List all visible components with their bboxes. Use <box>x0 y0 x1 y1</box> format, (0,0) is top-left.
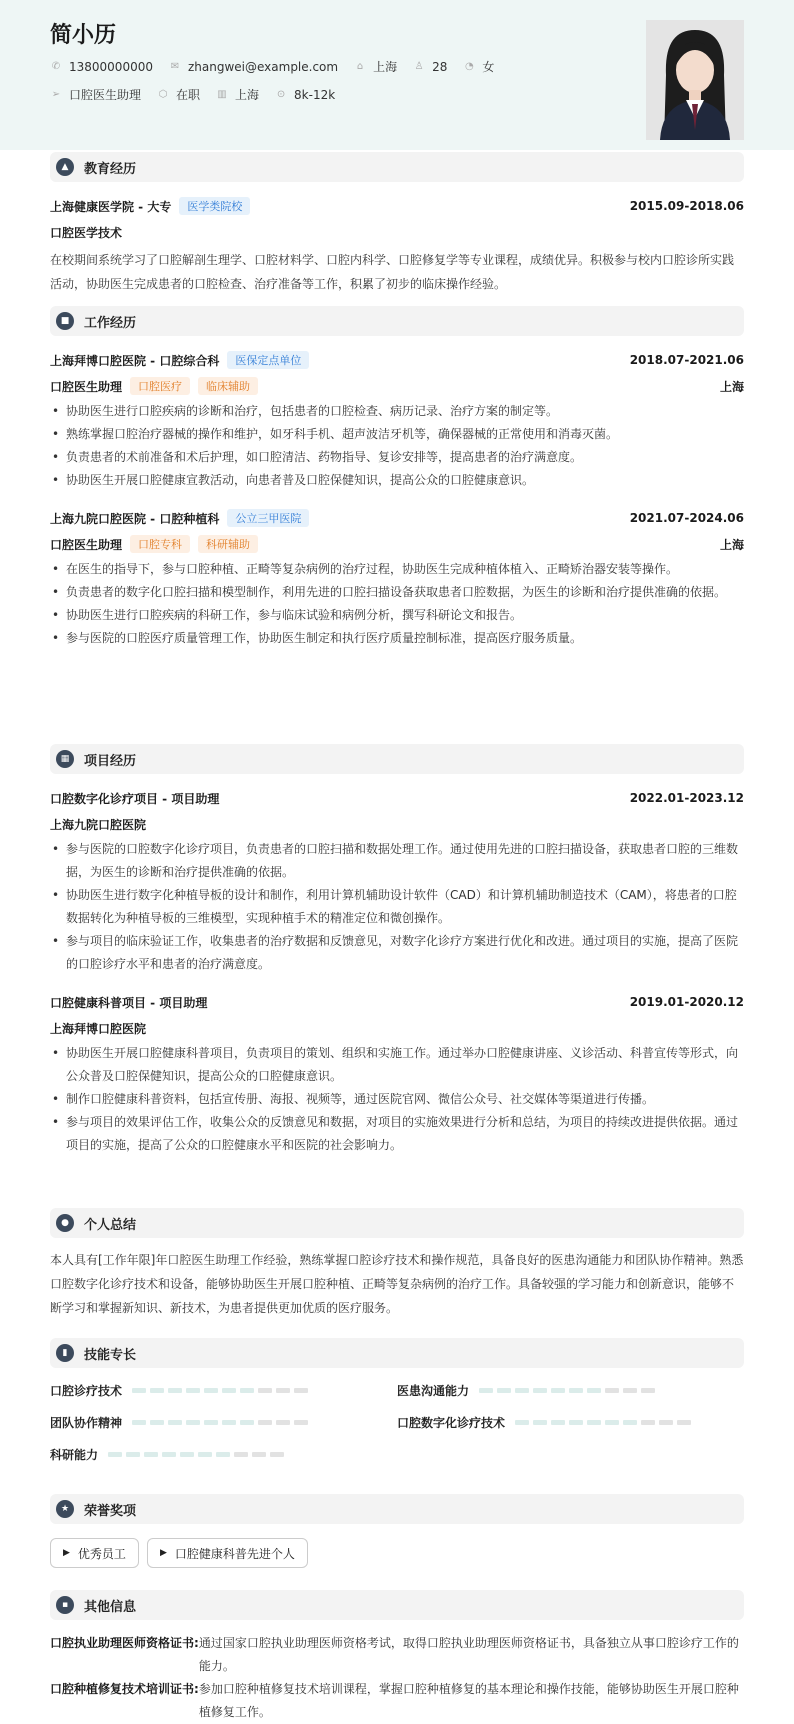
company-tag: 医保定点单位 <box>227 351 309 369</box>
graduation-icon: ▲ <box>56 158 74 176</box>
project-org-row <box>50 1018 744 1038</box>
honors-title-bar <box>50 1494 744 1524</box>
education-title: 教育经历 <box>84 161 137 177</box>
work-city: 上海 <box>719 537 744 552</box>
list-item: • 协助医生进行口腔疾病的科研工作，参与临床试验和病例分析，撰写科研论文和报告。 <box>50 604 744 627</box>
gender-text: 女 <box>482 60 495 74</box>
skill-level-segment <box>497 1388 511 1393</box>
project-org: 上海九院口腔医院 <box>50 817 147 832</box>
list-item: • 协助医生开展口腔健康科普项目，负责项目的策划、组织和实施工作。通过举办口腔健康讲座、义诊活动、科普宣传等形式，向公众普及口腔保健知识，提高公众的口腔健康意识。 <box>50 1042 744 1088</box>
education-section <box>50 152 744 296</box>
work-bullets <box>50 558 744 650</box>
gender-item <box>463 58 494 75</box>
role-tag: 口腔医疗 <box>130 377 190 395</box>
skills-section <box>50 1338 744 1470</box>
skill-level-segment <box>132 1420 146 1425</box>
skill-item <box>50 1438 397 1470</box>
skill-level-segment <box>240 1388 254 1393</box>
project-section <box>50 744 744 1157</box>
skills-title-bar <box>50 1338 744 1368</box>
other-section <box>50 1590 744 1724</box>
work-section <box>50 306 744 650</box>
education-desc: 在校期间系统学习了口腔解剖生理学、口腔材料学、口腔内科学、口腔修复学等专业课程，成绩优异。积极参与校内口腔诊所实践活动，协助医生完成患者的口腔检查、治疗准备等工作，积累了初步的临床操作经验。 <box>50 253 735 291</box>
skill-name: 科研能力 <box>50 1447 99 1462</box>
work-header-row <box>50 350 744 370</box>
briefcase-icon: ■ <box>56 312 74 330</box>
skill-item <box>50 1406 397 1438</box>
honor-badge <box>50 1538 139 1568</box>
other-title: 其他信息 <box>84 1599 137 1615</box>
avatar <box>646 20 744 140</box>
skill-level-segment <box>641 1420 655 1425</box>
skill-name: 口腔数字化诊疗技术 <box>397 1415 506 1430</box>
skill-level-segment <box>222 1420 236 1425</box>
skill-level-segment <box>533 1388 547 1393</box>
skill-level-segment <box>276 1420 290 1425</box>
other-item <box>50 1632 744 1678</box>
contact-row <box>50 58 510 75</box>
project-header-row <box>50 992 744 1012</box>
skill-level-bar <box>515 1420 695 1425</box>
list-item: • 熟练掌握口腔治疗器械的操作和维护，如牙科手机、超声波洁牙机等，确保器械的正常使用和消毒灭菌。 <box>50 423 744 446</box>
project-name: 口腔健康科普项目 - 项目助理 <box>50 995 208 1010</box>
honor-label: 口腔健康科普先进个人 <box>174 1546 295 1561</box>
award-icon: ★ <box>56 1500 74 1518</box>
role-tag: 临床辅助 <box>198 377 258 395</box>
salary-text: 8k-12k <box>294 87 336 102</box>
skill-level-segment <box>258 1388 272 1393</box>
skill-level-segment <box>551 1388 565 1393</box>
skill-level-segment <box>186 1420 200 1425</box>
list-item: • 协助医生开展口腔健康宣教活动，向患者普及口腔保健知识，提高公众的口腔健康意识。 <box>50 469 744 492</box>
skill-level-segment <box>108 1452 122 1457</box>
education-date: 2015.09-2018.06 <box>629 199 744 213</box>
skill-level-segment <box>186 1388 200 1393</box>
role-row <box>50 534 744 554</box>
skill-level-segment <box>641 1388 655 1393</box>
skill-level-segment <box>204 1420 218 1425</box>
skill-level-segment <box>204 1388 218 1393</box>
skill-level-segment <box>234 1452 248 1457</box>
skills-grid <box>50 1374 744 1470</box>
skill-level-segment <box>222 1388 236 1393</box>
play-icon: ▶ <box>63 1548 70 1558</box>
send-icon: ➢ <box>51 88 61 100</box>
work-item <box>50 350 744 492</box>
job-item <box>50 86 141 103</box>
skill-level-segment <box>677 1420 691 1425</box>
project-title-bar <box>50 744 744 774</box>
project-org-row <box>50 814 744 834</box>
city-text: 上海 <box>235 88 260 102</box>
honors-list <box>50 1538 744 1568</box>
phone-text: 13800000000 <box>69 59 153 74</box>
email-item <box>169 60 338 74</box>
hexagon-icon: ⬡ <box>158 88 168 100</box>
work-header-row <box>50 508 744 528</box>
skill-level-segment <box>132 1388 146 1393</box>
summary-text: 本人具有[工作年限]年口腔医生助理工作经验，熟练掌握口腔诊疗技术和操作规范，具备良好的医患沟通能力和团队协作精神。熟悉口腔数字化诊疗技术和设备，能够协助医生开展口腔种植、正畸等复杂病例的治疗工作。具备较强的学习能力和创新意识，能够不断学习和掌握新知识、新技术，为患者提供更加优质的医疗服务。 <box>50 1253 744 1315</box>
other-item <box>50 1678 744 1724</box>
skill-name: 口腔诊疗技术 <box>50 1383 123 1398</box>
resume-header <box>0 0 794 150</box>
skill-level-segment <box>180 1452 194 1457</box>
skill-level-segment <box>659 1420 673 1425</box>
skill-level-bar <box>132 1388 312 1393</box>
info-icon: ▪ <box>56 1596 74 1614</box>
phone-icon: ✆ <box>51 60 61 72</box>
skill-level-segment <box>605 1420 619 1425</box>
skill-item <box>397 1374 744 1406</box>
skill-level-segment <box>569 1420 583 1425</box>
skill-level-segment <box>294 1420 308 1425</box>
project-bullets <box>50 1042 744 1157</box>
skill-level-segment <box>168 1388 182 1393</box>
list-item: • 负责患者的数字化口腔扫描和模型制作，利用先进的口腔扫描设备获取患者口腔数据，为医生的诊断和治疗提供准确的依据。 <box>50 581 744 604</box>
skill-level-segment <box>240 1420 254 1425</box>
project-item <box>50 788 744 976</box>
skill-level-segment <box>198 1452 212 1457</box>
skill-level-segment <box>168 1420 182 1425</box>
role-tag: 科研辅助 <box>198 535 258 553</box>
project-header-row <box>50 788 744 808</box>
chart-icon: ▮ <box>56 1344 74 1362</box>
summary-title-bar <box>50 1208 744 1238</box>
project-org: 上海拜博口腔医院 <box>50 1021 147 1036</box>
honor-badge <box>147 1538 308 1568</box>
role-row <box>50 376 744 396</box>
skill-level-segment <box>587 1388 601 1393</box>
skill-name: 团队协作精神 <box>50 1415 123 1430</box>
project-item <box>50 992 744 1157</box>
candidate-name: 简小历 <box>50 23 117 48</box>
work-item <box>50 508 744 650</box>
other-value: 参加口腔种植修复技术培训课程，掌握口腔种植修复的基本理论和操作技能，能够协助医生开展口腔种植修复工作。 <box>198 1682 739 1719</box>
skill-level-segment <box>270 1452 284 1457</box>
work-bullets <box>50 400 744 492</box>
skill-level-segment <box>294 1388 308 1393</box>
skill-level-segment <box>126 1452 140 1457</box>
major-row <box>50 222 744 242</box>
location-text: 上海 <box>373 60 398 74</box>
age-item <box>413 60 447 74</box>
skill-level-segment <box>216 1452 230 1457</box>
skill-level-segment <box>150 1420 164 1425</box>
skill-level-segment <box>479 1388 493 1393</box>
project-date: 2019.01-2020.12 <box>629 995 744 1009</box>
skill-level-segment <box>569 1388 583 1393</box>
project-title: 项目经历 <box>84 753 137 769</box>
education-header-row <box>50 196 744 216</box>
phone-item <box>50 60 153 74</box>
skill-level-segment <box>144 1452 158 1457</box>
role-tag: 口腔专科 <box>130 535 190 553</box>
skill-level-segment <box>515 1388 529 1393</box>
project-name: 口腔数字化诊疗项目 - 项目助理 <box>50 791 220 806</box>
cake-icon: ♙ <box>414 60 424 72</box>
project-bullets <box>50 838 744 976</box>
profile-photo <box>646 20 744 140</box>
skill-level-segment <box>162 1452 176 1457</box>
work-date: 2018.07-2021.06 <box>629 353 744 367</box>
status-text: 在职 <box>176 88 201 102</box>
other-title-bar <box>50 1590 744 1620</box>
list-item: • 协助医生进行数字化种植导板的设计和制作，利用计算机辅助设计软件（CAD）和计算机辅助制造技术（CAM），将患者的口腔数据转化为种植导板的三维模型，实现种植手术的精准定位和微创操作。 <box>50 884 744 930</box>
list-item: • 在医生的指导下，参与口腔种植、正畸等复杂病例的治疗过程，协助医生完成种植体植入、正畸矫治器安装等操作。 <box>50 558 744 581</box>
gender-icon: ◔ <box>465 60 474 72</box>
work-title-bar <box>50 306 744 336</box>
skill-level-segment <box>276 1388 290 1393</box>
list-item: • 参与项目的临床验证工作，收集患者的治疗数据和反馈意见，对数字化诊疗方案进行优化和改进。通过项目的实施，提高了医院的口腔诊疗水平和患者的治疗满意度。 <box>50 930 744 976</box>
list-item: • 参与项目的效果评估工作，收集公众的反馈意见和数据，对项目的实施效果进行分析和总结，为项目的持续改进提供依据。通过项目的实施，提高了公众的口腔健康水平和医院的社会影响力。 <box>50 1111 744 1157</box>
play-icon: ▶ <box>159 1548 167 1558</box>
job-row <box>50 86 351 103</box>
other-key: 口腔执业助理医师资格证书: <box>50 1636 199 1650</box>
status-item <box>157 86 200 103</box>
skill-level-segment <box>623 1420 637 1425</box>
skill-item <box>397 1406 744 1438</box>
skill-name: 医患沟通能力 <box>397 1383 470 1398</box>
skills-title: 技能专长 <box>84 1347 137 1363</box>
skill-level-bar <box>479 1388 659 1393</box>
skill-level-bar <box>108 1452 288 1457</box>
list-item: • 制作口腔健康科普资料，包括宣传册、海报、视频等，通过医院官网、微信公众号、社交媒体等渠道进行传播。 <box>50 1088 744 1111</box>
list-item: • 参与医院的口腔数字化诊疗项目，负责患者的口腔扫描和数据处理工作。通过使用先进的口腔扫描设备，获取患者口腔的三维数据，为医生的诊断和治疗提供准确的依据。 <box>50 838 744 884</box>
school-name: 上海健康医学院 - 大专 <box>50 199 172 214</box>
skill-level-segment <box>258 1420 272 1425</box>
skill-item <box>50 1374 397 1406</box>
age-text: 28 <box>432 59 448 74</box>
honor-label: 优秀员工 <box>77 1546 126 1561</box>
skill-level-segment <box>605 1388 619 1393</box>
salary-item <box>275 88 335 102</box>
home-icon: ⌂ <box>356 60 364 72</box>
grid-icon: ▦ <box>56 750 74 768</box>
list-item: • 负责患者的术前准备和术后护理，如口腔清洁、药物指导、复诊安排等，提高患者的治疗满意度。 <box>50 446 744 469</box>
education-title-bar <box>50 152 744 182</box>
skill-level-segment <box>551 1420 565 1425</box>
mail-icon: ✉ <box>170 60 180 72</box>
company-name: 上海九院口腔医院 - 口腔种植科 <box>50 511 220 526</box>
honors-title: 荣誉奖项 <box>84 1503 137 1519</box>
location-item <box>354 58 397 75</box>
job-text: 口腔医生助理 <box>69 88 142 102</box>
other-value: 通过国家口腔执业助理医师资格考试，取得口腔执业助理医师资格证书，具备独立从事口腔诊疗工作的能力。 <box>198 1636 739 1673</box>
honors-section <box>50 1494 744 1568</box>
summary-section <box>50 1208 744 1320</box>
coin-icon: ⊙ <box>276 88 286 100</box>
email-text: zhangwei@example.com <box>187 59 339 74</box>
skill-level-bar <box>132 1420 312 1425</box>
skill-level-segment <box>515 1420 529 1425</box>
role-name: 口腔医生助理 <box>50 379 123 394</box>
work-date: 2021.07-2024.06 <box>629 511 744 525</box>
company-name: 上海拜博口腔医院 - 口腔综合科 <box>50 353 220 368</box>
skill-level-segment <box>252 1452 266 1457</box>
work-title: 工作经历 <box>84 315 137 331</box>
summary-title: 个人总结 <box>84 1217 137 1233</box>
project-date: 2022.01-2023.12 <box>629 791 744 805</box>
work-city: 上海 <box>719 379 744 394</box>
other-key: 口腔种植修复技术培训证书: <box>50 1682 199 1696</box>
building-icon: ▥ <box>217 88 227 100</box>
skill-level-segment <box>533 1420 547 1425</box>
person-icon: ● <box>56 1214 74 1232</box>
school-tag: 医学类院校 <box>179 197 250 215</box>
city-item <box>216 86 259 103</box>
skill-level-segment <box>587 1420 601 1425</box>
major-name: 口腔医学技术 <box>50 225 123 240</box>
skill-level-segment <box>623 1388 637 1393</box>
list-item: • 参与医院的口腔医疗质量管理工作，协助医生制定和执行医疗质量控制标准，提高医疗服务质量。 <box>50 627 744 650</box>
company-tag: 公立三甲医院 <box>227 509 309 527</box>
skill-level-segment <box>150 1388 164 1393</box>
list-item: • 协助医生进行口腔疾病的诊断和治疗，包括患者的口腔检查、病历记录、治疗方案的制定等。 <box>50 400 744 423</box>
role-name: 口腔医生助理 <box>50 537 123 552</box>
